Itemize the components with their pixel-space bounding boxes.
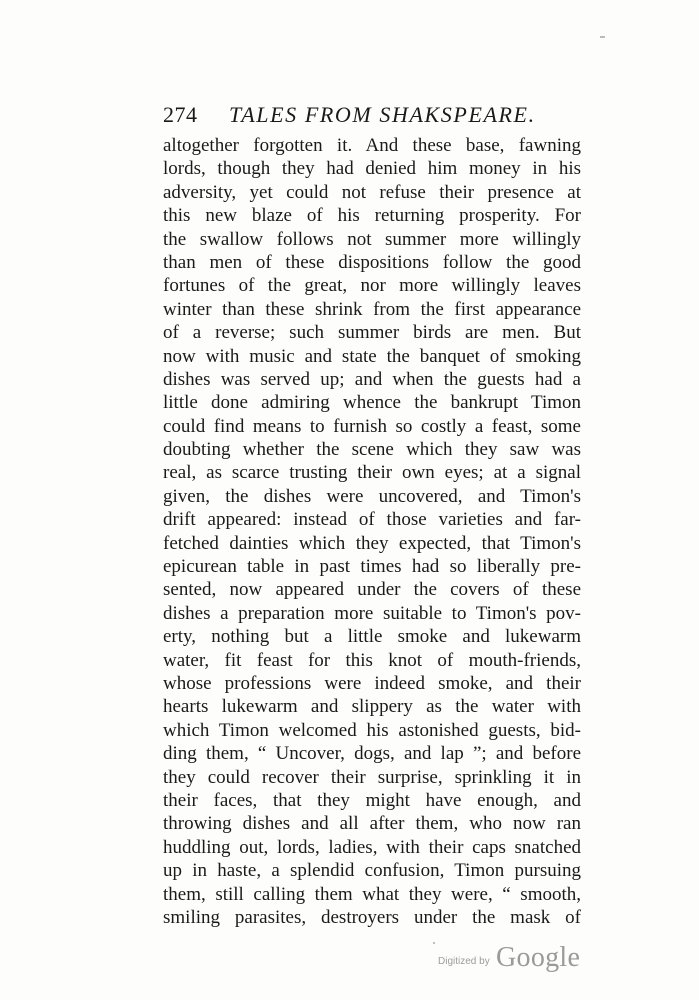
- text-line: the swallow follows not summer more willingly: [163, 228, 581, 250]
- page-number: 274: [163, 102, 198, 127]
- text-line: adversity, yet could not refuse their presence at: [163, 181, 581, 203]
- text-line: them, still calling them what they were, “ smooth,: [163, 883, 581, 905]
- text-line: which Timon welcomed his astonished guests, bid-: [163, 719, 581, 741]
- text-line: they could recover their surprise, sprinkling it in: [163, 766, 581, 788]
- text-line: dishes a preparation more suitable to Timon's pov-: [163, 602, 581, 624]
- text-line: sented, now appeared under the covers of these: [163, 579, 581, 601]
- text-line: given, the dishes were uncovered, and Timon's: [163, 485, 581, 507]
- text-line: of a reverse; such summer birds are men. But: [163, 322, 581, 344]
- text-line: winter than these shrink from the first appearance: [163, 298, 581, 320]
- text-line: huddling out, lords, ladies, with their caps snatched: [163, 836, 581, 858]
- text-line: drift appeared: instead of those varieties and far-: [163, 509, 581, 531]
- body-text: [163, 134, 581, 929]
- text-line: throwing dishes and all after them, who now ran: [163, 813, 581, 835]
- text-line: altogether forgotten it. And these base, fawning: [163, 135, 581, 156]
- text-line: epicurean table in past times had so liberally pre-: [163, 556, 581, 578]
- text-line: little done admiring whence the bankrupt Timon: [163, 392, 581, 414]
- text-line: smiling parasites, destroyers under the mask of: [163, 906, 581, 928]
- digitized-by-label: Digitized by: [438, 956, 490, 967]
- text-line: water, fit feast for this knot of mouth-friends,: [163, 649, 581, 671]
- scan-dot-mark: [433, 942, 435, 944]
- text-line: now with music and state the banquet of smoking: [163, 345, 581, 367]
- running-title: TALES FROM SHAKSPEARE.: [229, 102, 536, 127]
- text-line: this new blaze of his returning prosperity. For: [163, 205, 581, 227]
- text-line: their faces, that they might have enough, and: [163, 789, 581, 811]
- google-watermark: [438, 942, 588, 978]
- scan-tick-mark: [600, 36, 605, 38]
- text-line: fetched dainties which they expected, that Timon's: [163, 532, 581, 554]
- google-logo: Google: [496, 942, 581, 973]
- text-line: lords, though they had denied him money in his: [163, 158, 581, 180]
- page-header: [163, 98, 583, 128]
- text-line: hearts lukewarm and slippery as the water with: [163, 696, 581, 718]
- text-line: whose professions were indeed smoke, and their: [163, 672, 581, 694]
- text-line: erty, nothing but a little smoke and lukewarm: [163, 626, 581, 648]
- text-line: up in haste, a splendid confusion, Timon pursuing: [163, 860, 581, 882]
- text-line: ding them, “ Uncover, dogs, and lap ”; and before: [163, 743, 581, 765]
- text-line: fortunes of the great, nor more willingly leaves: [163, 275, 581, 297]
- text-line: doubting whether the scene which they saw was: [163, 439, 581, 461]
- text-line: dishes was served up; and when the guests had a: [163, 368, 581, 390]
- text-line: real, as scarce trusting their own eyes; at a signal: [163, 462, 581, 484]
- text-line: than men of these dispositions follow the good: [163, 251, 581, 273]
- text-line: could find means to furnish so costly a feast, some: [163, 415, 581, 437]
